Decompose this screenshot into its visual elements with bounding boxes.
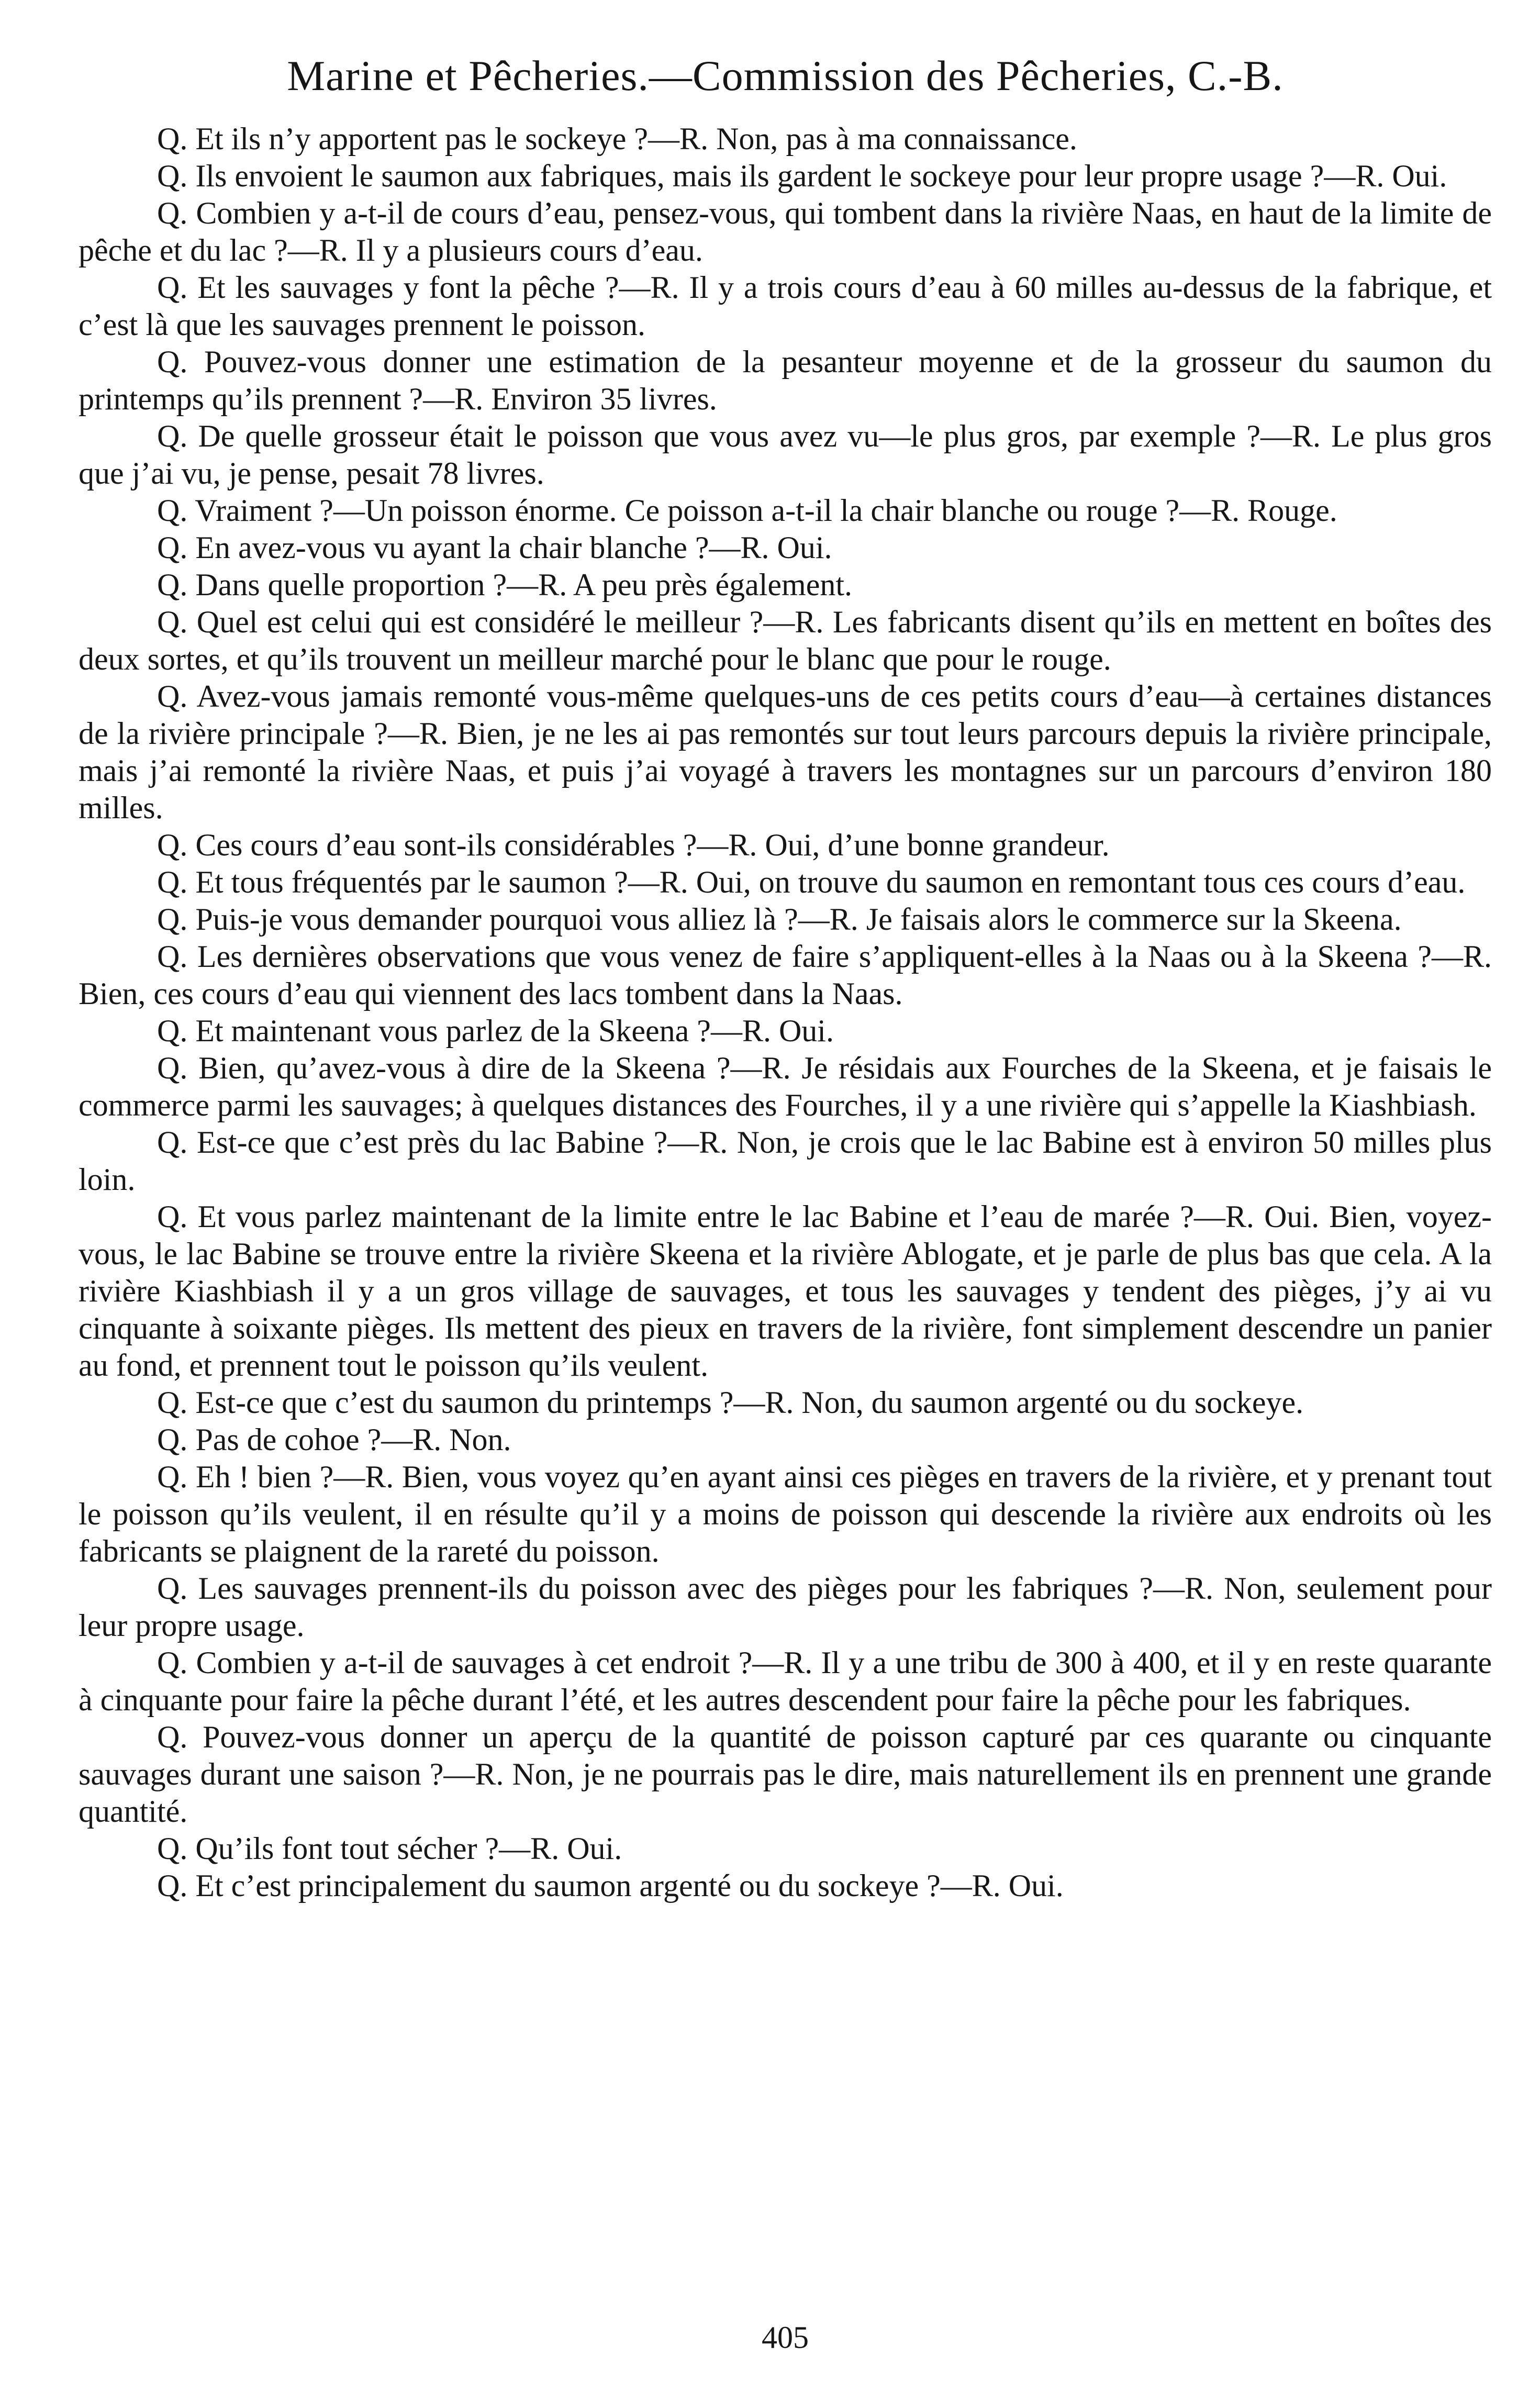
qa-paragraph: Q. Dans quelle proportion ?—R. A peu près également. (157, 567, 853, 602)
qa-paragraph: Q. De quelle grosseur était le poisson que vous avez vu—le plus gros, par exemple ?—R. Le plus gros que j’ai vu, je pense, pesait 78 livres. (79, 419, 1492, 491)
qa-paragraph: Q. Et maintenant vous parlez de la Skeena ?—R. Oui. (157, 1013, 834, 1048)
qa-paragraph: Q. Ils envoient le saumon aux fabriques, mais ils gardent le sockeye pour leur propre usage ?—R. Oui. (157, 159, 1447, 193)
qa-paragraph: Q. Est-ce que c’est près du lac Babine ?—R. Non, je crois que le lac Babine est à environ 50 milles plus loin. (79, 1125, 1492, 1197)
qa-paragraph: Q. Ces cours d’eau sont-ils considérables ?—R. Oui, d’une bonne grandeur. (157, 828, 1110, 862)
qa-paragraph: Q. Pas de cohoe ?—R. Non. (157, 1422, 511, 1457)
qa-paragraph: Q. Et tous fréquentés par le saumon ?—R. Oui, on trouve du saumon en remontant tous ces cours d’eau. (157, 865, 1466, 899)
qa-paragraph: Q. Bien, qu’avez-vous à dire de la Skeena ?—R. Je résidais aux Fourches de la Skeena, et je faisais le commerce parmi les sauvages; à quelques distances des Fourches, il y a une rivière qui s’appelle la Kiashbiash. (79, 1051, 1492, 1122)
page-number: 405 (762, 2320, 809, 2355)
qa-paragraph: Q. Et les sauvages y font la pêche ?—R. Il y a trois cours d’eau à 60 milles au-dessus de la fabrique, et c’est là que les sauvages prennent le poisson. (79, 270, 1492, 342)
qa-paragraph: Q. Vraiment ?—Un poisson énorme. Ce poisson a-t-il la chair blanche ou rouge ?—R. Rouge. (157, 493, 1337, 528)
qa-paragraph: Q. Puis-je vous demander pourquoi vous alliez là ?—R. Je faisais alors le commerce sur la Skeena. (157, 902, 1402, 937)
document-page (79, 47, 1492, 2382)
qa-paragraph: Q. Qu’ils font tout sécher ?—R. Oui. (157, 1831, 622, 1866)
qa-paragraph: Q. Avez-vous jamais remonté vous-même quelques-uns de ces petits cours d’eau—à certaines distances de la rivière principale ?—R. Bien, je ne les ai pas remontés sur tout leurs parcours depuis la rivière principale, mais j’ai remonté la rivière Naas, et puis j’ai voyagé à travers les montagnes sur un parcours d’environ 180 milles. (79, 679, 1492, 825)
qa-paragraph: Q. Les dernières observations que vous venez de faire s’appliquent-elles à la Naas ou à la Skeena ?—R. Bien, ces cours d’eau qui viennent des lacs tombent dans la Naas. (79, 939, 1492, 1011)
qa-paragraph: Q. Est-ce que c’est du saumon du printemps ?—R. Non, du saumon argenté ou du sockeye. (157, 1385, 1304, 1420)
qa-paragraph: Q. Combien y a-t-il de cours d’eau, pensez-vous, qui tombent dans la rivière Naas, en haut de la limite de pêche et du lac ?—R. Il y a plusieurs cours d’eau. (79, 196, 1492, 268)
running-header: Marine et Pêcheries.—Commission des Pêcheries, C.-B. (287, 52, 1284, 99)
qa-paragraph: Q. Eh ! bien ?—R. Bien, vous voyez qu’en ayant ainsi ces pièges en travers de la rivière, et y prenant tout le poisson qu’ils veulent, il en résulte qu’il y a moins de poisson qui descende la rivière aux endroits où les fabricants se plaignent de la rareté du poisson. (79, 1460, 1492, 1568)
qa-paragraph: Q. Pouvez-vous donner un aperçu de la quantité de poisson capturé par ces quarante ou cinquante sauvages durant une saison ?—R. Non, je ne pourrais pas le dire, mais naturellement ils en prennent une grande quantité. (79, 1720, 1492, 1829)
qa-paragraph: Q. Pouvez-vous donner une estimation de la pesanteur moyenne et de la grosseur du saumon du printemps qu’ils prennent ?—R. Environ 35 livres. (79, 344, 1492, 416)
testimony-body (79, 120, 1492, 1904)
qa-paragraph: Q. En avez-vous vu ayant la chair blanche ?—R. Oui. (157, 530, 832, 565)
qa-paragraph: Q. Et c’est principalement du saumon argenté ou du sockeye ?—R. Oui. (157, 1868, 1064, 1903)
qa-paragraph: Q. Et ils n’y apportent pas le sockeye ?—R. Non, pas à ma connaissance. (157, 121, 1077, 156)
qa-paragraph: Q. Quel est celui qui est considéré le meilleur ?—R. Les fabricants disent qu’ils en mettent en boîtes des deux sortes, et qu’ils trouvent un meilleur marché pour le blanc que pour le rouge. (79, 605, 1492, 676)
qa-paragraph: Q. Et vous parlez maintenant de la limite entre le lac Babine et l’eau de marée ?—R. Oui. Bien, voyez-vous, le lac Babine se trouve entre la rivière Skeena et la rivière Ablogate, et je parle de plus bas que cela. A la rivière Kiashbiash il y a un gros village de sauvages, et tous les sauvages y tendent des pièges, j’y ai vu cinquante à soixante pièges. Ils mettent des pieux en travers de la rivière, font simplement descendre un panier au fond, et prennent tout le poisson qu’ils veulent. (79, 1199, 1492, 1383)
qa-paragraph: Q. Combien y a-t-il de sauvages à cet endroit ?—R. Il y a une tribu de 300 à 400, et il y en reste quarante à cinquante pour faire la pêche durant l’été, et les autres descendent pour faire la pêche pour les fabriques. (79, 1645, 1492, 1717)
qa-paragraph: Q. Les sauvages prennent-ils du poisson avec des pièges pour les fabriques ?—R. Non, seulement pour leur propre usage. (79, 1571, 1492, 1643)
